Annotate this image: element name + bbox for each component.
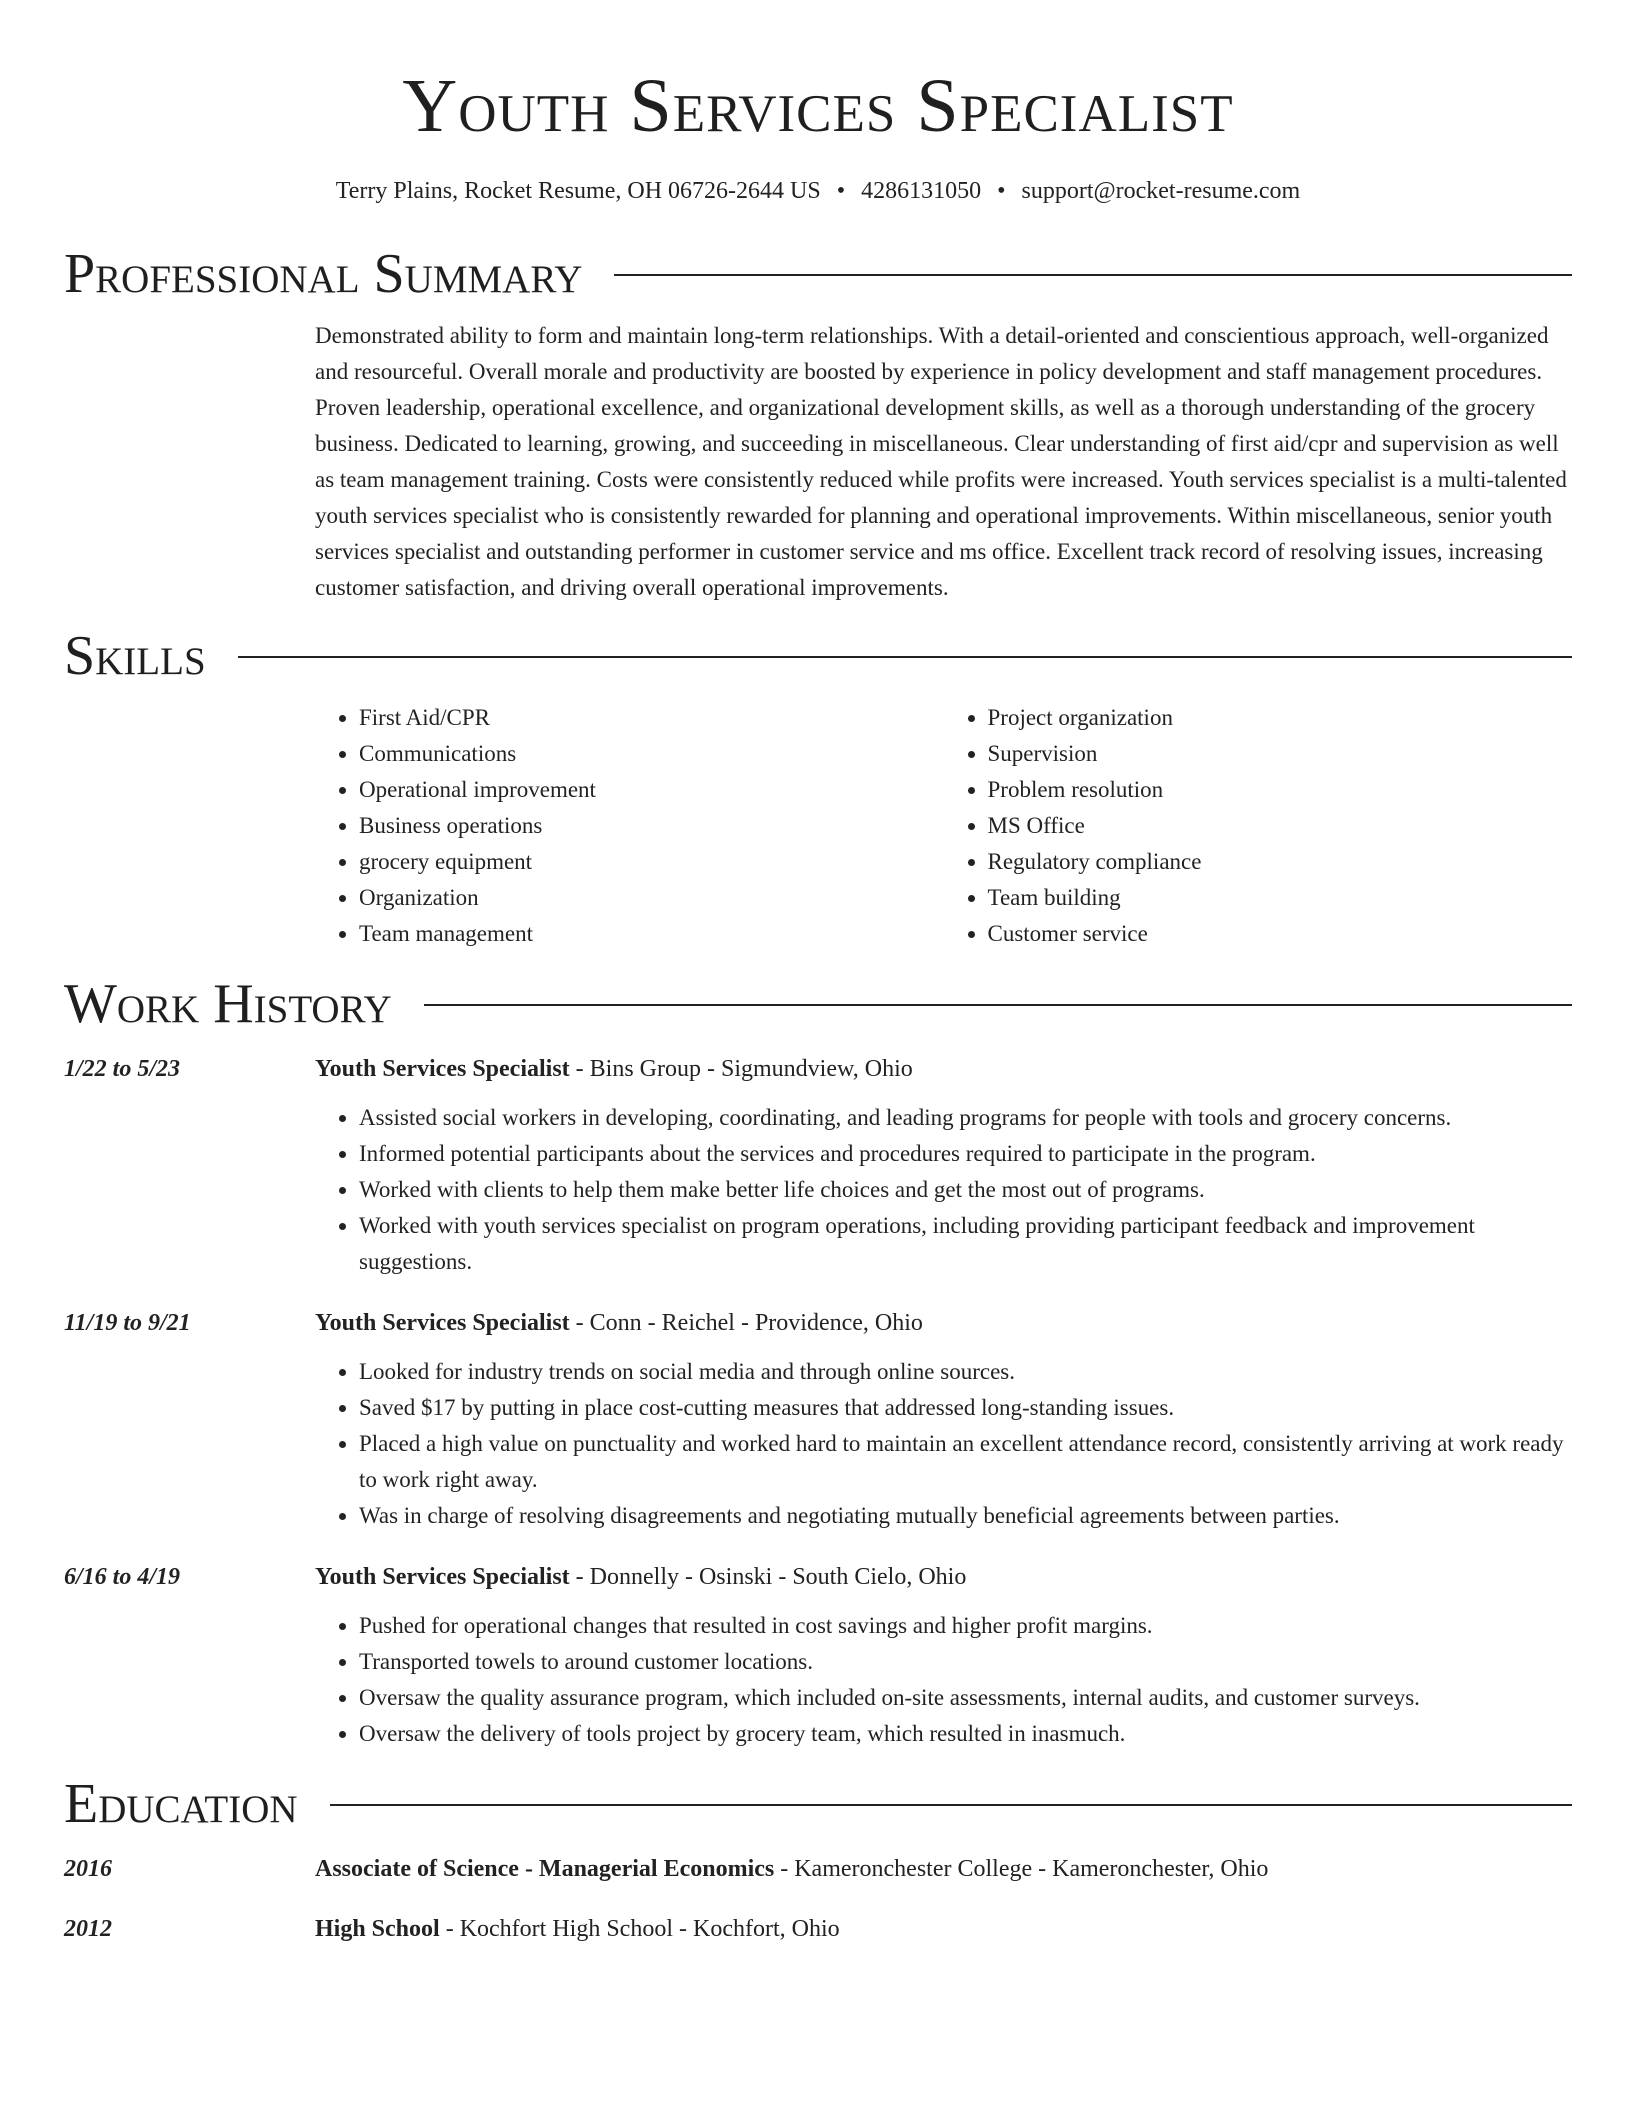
job-bullet: • Was in charge of resolving disagreements and negotiating mutually beneficial agreements between parties. (359, 1498, 1572, 1534)
candidate-name: Youth Services Specialist (402, 64, 1234, 148)
job-bullet: • Placed a high value on punctuality and worked hard to maintain an excellent attendance record, consistently arriving at work ready to work right away. (359, 1426, 1572, 1498)
education-year: 2012 (64, 1916, 112, 1942)
skill-item: • Communications (359, 736, 944, 772)
job-entry (64, 1052, 1572, 1280)
skill-item: • Organization (359, 880, 944, 916)
job-title-line (315, 1052, 1572, 1086)
separator: • (997, 178, 1006, 204)
section-divider (330, 1804, 1572, 1806)
job-title: Youth Services Specialist (315, 1310, 570, 1336)
job-bullet: • Informed potential participants about the services and procedures required to participate in the program. (359, 1136, 1572, 1172)
job-employer: - Donnelly - Osinski - South Cielo, Ohio (569, 1564, 967, 1590)
skill-item: • First Aid/CPR (359, 700, 944, 736)
job-body (315, 1306, 1572, 1534)
skill-item: • Business operations (359, 808, 944, 844)
skill-item: • Team management (359, 916, 944, 952)
job-title: Youth Services Specialist (315, 1564, 570, 1590)
skills-column-right (944, 700, 1573, 952)
skill-item: • grocery equipment (359, 844, 944, 880)
education-degree: High School (315, 1916, 440, 1942)
job-entry (64, 1306, 1572, 1534)
job-bullet: • Looked for industry trends on social media and through online sources. (359, 1354, 1572, 1390)
job-bullet: • Assisted social workers in developing, coordinating, and leading programs for people with tools and grocery concerns. (359, 1100, 1572, 1136)
education-entry (64, 1912, 1572, 1946)
skills-list (315, 700, 1572, 952)
section-divider (238, 656, 1572, 658)
job-bullet: • Transported towels to around customer locations. (359, 1644, 1572, 1680)
education-school: - Kameronchester College - Kameronchester, Ohio (774, 1856, 1269, 1882)
job-bullet: • Oversaw the delivery of tools project by grocery team, which resulted in inasmuch. (359, 1716, 1572, 1752)
job-bullets (315, 1100, 1572, 1280)
skill-item: • Supervision (988, 736, 1573, 772)
job-bullets (315, 1354, 1572, 1534)
skill-item: • Customer service (988, 916, 1573, 952)
education-year: 2016 (64, 1856, 112, 1882)
skill-item: • MS Office (988, 808, 1573, 844)
job-bullet: • Oversaw the quality assurance program, which included on-site assessments, internal audits, and customer surveys. (359, 1680, 1572, 1716)
work-history-heading: Work History (64, 973, 392, 1035)
job-bullet: • Worked with youth services specialist on program operations, including providing participant feedback and improvement suggestions. (359, 1208, 1572, 1280)
skill-item: • Regulatory compliance (988, 844, 1573, 880)
skill-item: • Problem resolution (988, 772, 1573, 808)
job-entry (64, 1560, 1572, 1752)
job-title-line (315, 1306, 1572, 1340)
job-dates: 11/19 to 9/21 (64, 1310, 191, 1336)
section-divider (424, 1004, 1572, 1006)
skill-item: • Operational improvement (359, 772, 944, 808)
job-employer: - Conn - Reichel - Providence, Ohio (569, 1310, 923, 1336)
section-divider (614, 274, 1572, 276)
education-body (315, 1912, 840, 1946)
resume-page (64, 0, 1572, 1946)
education-school: - Kochfort High School - Kochfort, Ohio (439, 1916, 840, 1942)
section-heading-work-history (64, 974, 1572, 1034)
education-entry (64, 1852, 1572, 1886)
job-bullets (315, 1608, 1572, 1752)
section-heading-summary (64, 244, 1572, 304)
job-bullet: • Pushed for operational changes that resulted in cost savings and higher profit margins. (359, 1608, 1572, 1644)
address: Terry Plains, Rocket Resume, OH 06726-2644 US (335, 178, 821, 204)
skill-item: • Team building (988, 880, 1573, 916)
education-degree: Associate of Science - Managerial Economics (315, 1856, 775, 1882)
skills-column-left (315, 700, 944, 952)
email: support@rocket-resume.com (1021, 178, 1301, 204)
job-bullet: • Worked with clients to help them make better life choices and get the most out of programs. (359, 1172, 1572, 1208)
section-heading-skills (64, 626, 1572, 686)
job-employer: - Bins Group - Sigmundview, Ohio (569, 1056, 913, 1082)
job-body (315, 1052, 1572, 1280)
separator: • (836, 178, 846, 204)
phone: 4286131050 (861, 178, 982, 204)
job-dates: 1/22 to 5/23 (64, 1056, 181, 1082)
summary-heading: Professional Summary (64, 243, 583, 305)
job-title-line (315, 1560, 1572, 1594)
skill-item: • Project organization (988, 700, 1573, 736)
job-bullet: • Saved $17 by putting in place cost-cutting measures that addressed long-standing issues. (359, 1390, 1572, 1426)
education-heading: Education (64, 1773, 298, 1835)
contact-line (64, 174, 1572, 208)
summary-text: Demonstrated ability to form and maintain long-term relationships. With a detail-oriented and conscientious approach, well-organized and resourceful. Overall morale and productivity are boosted by experience in policy development and staff management procedures. Proven leadership, operational excellence, and organizational development skills, as well as a thorough understanding of the grocery business. Dedicated to learning, growing, and succeeding in miscellaneous. Clear understanding of first aid/cpr and supervision as well as team management training. Costs were consistently reduced while profits were increased. Youth services specialist is a multi-talented youth services specialist who is consistently rewarded for planning and operational improvements. Within miscellaneous, senior youth services specialist and outstanding performer in customer service and ms office. Excellent track record of resolving issues, increasing customer satisfaction, and driving overall operational improvements. (315, 323, 1567, 600)
section-heading-education (64, 1774, 1572, 1834)
job-body (315, 1560, 1572, 1752)
job-dates: 6/16 to 4/19 (64, 1564, 181, 1590)
job-title: Youth Services Specialist (315, 1056, 570, 1082)
skills-heading: Skills (64, 625, 206, 687)
education-body (315, 1852, 1268, 1886)
